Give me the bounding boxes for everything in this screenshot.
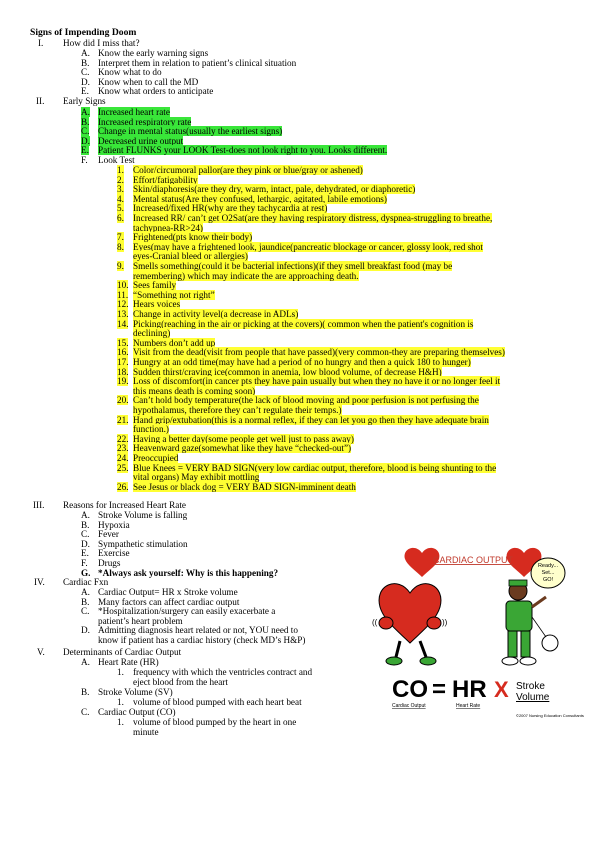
bubble-text-1: Ready... [537,563,559,569]
hr-marker: A. [81,657,90,667]
look-test-item-text: Sees family [133,280,177,291]
section-4-item-text-cont: patient’s heart problem [98,615,183,626]
section-4-heading: Cardiac Fxn [63,577,109,587]
look-test-item-text: Picking(reaching in the air or picking at the covers)( common when the patient's cognition is [133,318,474,329]
svg-text:((: (( [372,618,378,627]
look-test-item-text: Hungry at an odd time(may have had a period of no hungry and then a quick 180 to hunger) [133,357,471,367]
look-test-item-marker: 3. [117,184,124,195]
look-test-item-text: Increased RR/ can’t get O2Sat(are they having respiratory distress, dyspnea-struggling to breathe, [133,213,493,223]
look-test-item-marker: 14. [117,318,129,329]
look-test-item-text: Heavenward gaze(somewhat like they have “checked-out”) [133,443,352,454]
look-test-item-text-cont: remembering) which may indicate the are approaching death. [133,270,359,281]
section-1-item-marker: D. [81,76,90,87]
look-test-item-text: Increased/fixed HR(why are they tachycardia at rest) [133,203,328,214]
section-1-item-marker: B. [81,57,90,68]
section-4-number: IV. [34,577,45,587]
co-def-marker: 1. [117,717,124,727]
look-test-item-text: Blue Knees = VERY BAD SIGN(very low cardiac output, therefore, blood is being shunting to the [133,462,497,473]
look-test-item-marker: 15. [117,337,129,348]
look-test-item-text: Effort/fatigability [133,174,198,185]
look-test-item-marker: 16. [117,347,129,358]
equation-co: CO [392,676,428,703]
section-3-item-text: *Always ask yourself: Why is this happening? [98,567,279,578]
section-3-item-marker: C. [81,529,90,540]
look-test-item-marker: 8. [117,241,124,252]
section-3-item-text: Exercise [98,548,130,559]
early-sign-item-marker: B. [81,116,90,127]
look-test-item-marker: 11. [117,289,129,300]
early-sign-item-text: Increased respiratory rate [98,116,192,127]
section-3-item-text: Hypoxia [98,519,130,530]
look-test-item-text: Visit from the dead(visit from people that have passed)(very common-they are preparing themselves) [133,347,505,358]
section-2-heading: Early Signs [63,96,106,106]
look-test-marker: F. [81,155,88,165]
look-test-item-marker: 26. [117,481,129,492]
section-1-item-text: Know the early warning signs [98,48,209,58]
early-sign-item-marker: C. [81,126,90,137]
look-test-item-marker: 21. [117,414,129,425]
equation-sv-line1: Stroke [516,681,545,692]
section-1-item-text: Know what orders to anticipate [98,86,214,97]
look-test-item-text-cont: this means death is coming soon) [133,385,256,396]
equation-hr: HR [452,676,487,703]
look-test-item-marker: 25. [117,462,129,473]
look-test-item-text: Having a better day(some people get well just to pass away) [133,433,354,444]
look-test-item-marker: 4. [117,193,124,204]
look-test-item-text-cont: tachypnea-RR>24) [133,222,203,233]
bubble-text-2: Set... [541,570,555,576]
section-1-item-marker: C. [81,67,90,78]
section-4-item-text: Cardiac Output= HR x Stroke volume [98,587,238,597]
early-sign-item-text: Change in mental status(usually the earliest signs) [98,126,283,137]
look-test-item-marker: 5. [117,203,124,214]
look-test-item-text: Preoccupied [133,453,179,463]
section-1-item-text: Know when to call the MD [98,76,199,87]
equation-equals: = [432,676,447,703]
section-3-item-marker: F. [81,558,88,568]
section-3-item-text: Drugs [98,558,121,568]
heart-character-icon [379,584,441,643]
look-test-item-text: Hand grip/extubation(this is a normal reflex, if they can let you go then they have adequate brain [133,414,489,425]
sv-def-line1: volume of blood pumped with each heart beat [133,697,302,707]
section-5-number: V. [37,647,45,657]
section-1-number: I. [38,38,44,48]
look-test-item-text-cont: vital organs) May exhibit mottling [133,472,260,483]
look-test-item-marker: 7. [117,232,124,243]
section-4-item-text: *Hospitalization/surgery can easily exacerbate a [98,606,276,617]
co-caption: Cardiac Output [392,703,426,709]
section-4-item-marker: C. [81,606,90,617]
early-sign-item-text: Increased heart rate [98,107,170,117]
look-test-item-marker: 20. [117,395,129,406]
section-1-heading: How did I miss that? [63,38,140,48]
look-test-item-text: Loss of discomfort(in cancer pts they have pain usually but when they no have it or no longer feel it [133,376,501,387]
look-test-item-text: Hears voices [133,299,181,310]
section-3-item-marker: E. [81,548,89,559]
look-test-item-text: Change in activity level(a decrease in ADLs) [133,309,299,319]
hr-def-line2: eject blood from the heart [133,677,228,687]
look-test-item-text: Eyes(may have a frightened look, jaundice(pancreatic blockage or cancer, glossy look, red shot [133,241,483,252]
look-test-item-marker: 23. [117,443,129,454]
section-1-item-text: Know what to do [98,67,162,78]
cardiac-output-illustration [370,545,584,725]
coach-body-icon [506,601,532,631]
sv-heading: Stroke Volume (SV) [98,687,173,697]
look-test-item-text: “Something not right” [133,289,215,300]
early-sign-item-marker: A. [81,107,90,117]
co-marker: C. [81,707,90,717]
sv-def-marker: 1. [117,697,124,707]
look-test-item-marker: 6. [117,213,124,223]
page-title: Signs of Impending Doom [30,27,137,38]
look-test-item-marker: 17. [117,357,129,367]
look-test-item-marker: 22. [117,433,129,444]
look-test-item-marker: 18. [117,366,129,377]
look-test-item-marker: 12. [117,299,129,310]
section-1-item-marker: E. [81,86,89,97]
section-3-item-marker: G. [81,567,91,578]
look-test-item-text: See Jesus or black dog = VERY BAD SIGN-imminent death [133,481,356,492]
hr-def-marker: 1. [117,667,124,677]
look-test-item-marker: 24. [117,453,129,463]
look-test-item-marker: 13. [117,309,129,319]
svg-text:)): )) [442,618,448,627]
bubble-text-3: GO! [542,577,554,583]
hr-heading: Heart Rate (HR) [98,657,159,667]
section-1-item-text: Interpret them in relation to patient’s clinical situation [98,57,297,68]
section-1-item-marker: A. [81,48,90,58]
look-test-item-text: Color/circumoral pallor(are they pink or blue/gray or ashened) [133,165,363,175]
look-test-item-text: Mental status(Are they confused, lethargic, agitated, labile emotions) [133,193,387,204]
look-test-item-text: Smells something(could it be bacterial infections)(if they smell breakfast food (may be [133,261,453,271]
look-test-item-marker: 2. [117,174,124,185]
look-test-item-marker: 10. [117,280,129,291]
early-sign-item-text: Patient FLUNKS your LOOK Test-does not look right to you. Looks different. [98,145,388,156]
co-def-line1: volume of blood pumped by the heart in one [133,717,297,727]
look-test-item-text-cont: declining) [133,328,171,339]
look-test-item-marker: 9. [117,261,124,271]
section-4-item-marker: A. [81,587,90,597]
section-3-heading: Reasons for Increased Heart Rate [63,500,186,510]
early-sign-item-marker: D. [81,135,90,146]
look-test-item-text: Frightened(pts know their body) [133,232,253,243]
look-test-item-marker: 1. [117,165,124,175]
copyright-text: ©2007 Nursing Education Consultants [516,713,584,718]
section-3-item-text: Fever [98,529,119,540]
look-test-item-text-cont: hypothalamus, therefore they can’t regulate their temps.) [133,405,342,415]
hr-def-line1: frequency with which the ventricles contract and [133,667,313,677]
look-test-item-text: Skin/diaphoresis(are they dry, warm, intact, pale, dehydrated, or diaphoretic) [133,184,416,195]
section-4-item-text: Admitting diagnosis heart related or not, YOU need to [98,625,298,636]
look-test-item-text: Numbers don’t add up [133,337,216,348]
section-4-item-marker: B. [81,596,90,607]
banner-text: CARDIAC OUTPUT [432,555,514,565]
look-test-item-marker: 19. [117,376,129,387]
look-test-item-text-cont: function.) [133,424,169,435]
look-test-heading: Look Test [98,155,135,165]
section-2-number: II. [36,96,45,106]
section-4-item-text: Many factors can affect cardiac output [98,596,240,607]
early-sign-item-marker: E. [81,145,89,156]
sv-marker: B. [81,687,90,697]
section-3-item-marker: A. [81,510,90,520]
look-test-item-text-cont: eyes-Cranial bleed or allergies) [133,251,248,262]
look-test-item-text: Sudden thirst/craving ice(common in anemia, low blood volume, of decrease H&H) [133,366,442,377]
hr-caption: Heart Rate [456,703,481,709]
co-def-line2: minute [133,727,159,737]
equation-sv-line2: Volume [516,692,550,703]
section-3-item-marker: B. [81,519,90,530]
section-3-item-text: Stroke Volume is falling [98,510,188,520]
section-4-item-text-cont: know if patient has a cardiac history (check MD’s H&P) [98,635,306,645]
early-sign-item-text: Decreased urine output [98,135,184,146]
section-4-item-marker: D. [81,625,90,636]
section-3-number: III. [33,500,45,510]
look-test-item-text: Can’t hold body temperature(the lack of blood moving and poor perfusion is not perfusing the [133,395,479,406]
section-3-item-marker: D. [81,538,90,549]
co-heading: Cardiac Output (CO) [98,707,176,717]
section-3-item-text: Sympathetic stimulation [98,538,188,549]
section-5-heading: Determinants of Cardiac Output [63,647,182,657]
equation-times: X [494,677,509,702]
